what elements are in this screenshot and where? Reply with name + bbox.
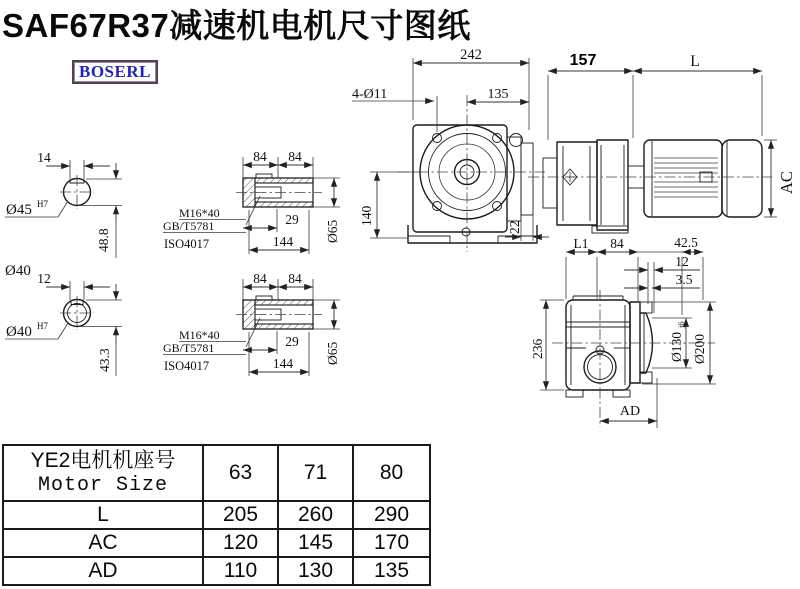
bore-tolerance-label: H7: [37, 199, 48, 209]
dim-center-height: 140: [359, 205, 374, 226]
value-AD-63: 110: [203, 557, 278, 585]
value-AC-71: 145: [278, 529, 353, 557]
standard2-label: ISO4017: [164, 359, 210, 373]
bore-diameter-label: Ø40: [6, 324, 32, 340]
motor-body: [644, 140, 722, 217]
dim-spigot-dia: Ø130: [669, 332, 684, 362]
value-L-71: 260: [278, 501, 353, 529]
motor-size-header-en: Motor Size: [37, 473, 169, 497]
dim-len-right: 84: [288, 149, 302, 164]
dim-ad: AD: [619, 404, 641, 419]
gearbox-front-view: [352, 47, 549, 252]
dim-motor-diameter: AC: [777, 171, 796, 194]
dim-spigot-tolerance: j6: [676, 321, 686, 328]
value-L-80: 290: [353, 501, 430, 529]
row-label-AC: AC: [3, 529, 203, 557]
lug-hole: [510, 134, 523, 147]
dim-total-length: 144: [272, 234, 294, 249]
gearbox-side-view: [530, 235, 716, 428]
foot: [613, 390, 630, 397]
frame-size-71: 71: [278, 445, 353, 501]
dim-overall-height: 236: [530, 338, 545, 359]
page-title: SAF67R37减速机电机尺寸图纸: [2, 7, 471, 44]
motor-top-view: [528, 52, 796, 233]
dim-keyway-width: 12: [37, 271, 51, 286]
table-row-AD: [3, 557, 430, 585]
value-AD-80: 135: [353, 557, 430, 585]
row-label-AD: AD: [3, 557, 203, 585]
dim-12: 12: [675, 254, 689, 269]
standard2-label: ISO4017: [164, 237, 210, 251]
dim-outer-dia: Ø65: [325, 219, 340, 243]
dim-flange-dia: Ø200: [692, 334, 707, 364]
dim-overall-width: 242: [460, 47, 482, 63]
dim-len-right: 84: [288, 271, 302, 286]
value-AC-63: 120: [203, 529, 278, 557]
table-header-row: [3, 445, 430, 501]
brand-logo: BOSERL: [72, 60, 158, 84]
table-row-L: [3, 501, 430, 529]
dim-total-length: 144: [272, 356, 294, 371]
bolt-holes-label: 4-Ø11: [352, 87, 388, 102]
hollow-shaft-view-45: [5, 150, 122, 279]
dim-l1: L1: [573, 236, 589, 251]
dim-keyway-depth: 43.3: [97, 348, 112, 372]
shaft-diameter-label: Ø40: [5, 263, 31, 279]
frame-size-63: 63: [203, 445, 278, 501]
dim-len-left: 84: [253, 149, 267, 164]
foot: [566, 390, 583, 397]
value-AC-80: 170: [353, 529, 430, 557]
bore-diameter-label: Ø45: [6, 202, 32, 218]
dim-84: 84: [610, 236, 624, 251]
dim-gear-unit-length: 157: [569, 52, 597, 69]
motor-size-header-cn: YE2电机机座号: [30, 449, 176, 473]
dim-keyway-width: 14: [37, 150, 51, 165]
dim-flange-thickness: 22: [507, 220, 522, 234]
motor-dimension-table: [2, 444, 431, 586]
dim-screw-depth: 29: [285, 334, 299, 349]
dim-42-5: 42.5: [674, 235, 698, 250]
value-L-63: 205: [203, 501, 278, 529]
hollow-shaft-view-40: [5, 271, 122, 376]
dim-outer-dia: Ø65: [325, 341, 340, 365]
dim-len-left: 84: [253, 271, 267, 286]
sleeve-section-bottom: [163, 271, 340, 376]
value-AD-71: 130: [278, 557, 353, 585]
row-label-L: L: [3, 501, 203, 529]
motor-size-header: [3, 445, 203, 501]
dim-screw-depth: 29: [285, 212, 299, 227]
standard1-label: GB/T5781: [163, 219, 215, 233]
bolt-spec-label: M16*40: [179, 328, 220, 342]
bolt-spec-label: M16*40: [179, 206, 220, 220]
table-row-AC: [3, 529, 430, 557]
frame-size-80: 80: [353, 445, 430, 501]
sleeve-section-top: [163, 149, 340, 254]
motor-fins: [654, 158, 718, 197]
bore-tolerance-label: H7: [37, 321, 48, 331]
dim-flange-to-edge: 135: [487, 87, 509, 102]
standard1-label: GB/T5781: [163, 341, 215, 355]
dim-3-5: 3.5: [675, 272, 693, 287]
fan-cowl: [722, 140, 762, 217]
dim-motor-length: L: [690, 53, 700, 70]
dim-keyway-depth: 48.8: [96, 228, 111, 252]
